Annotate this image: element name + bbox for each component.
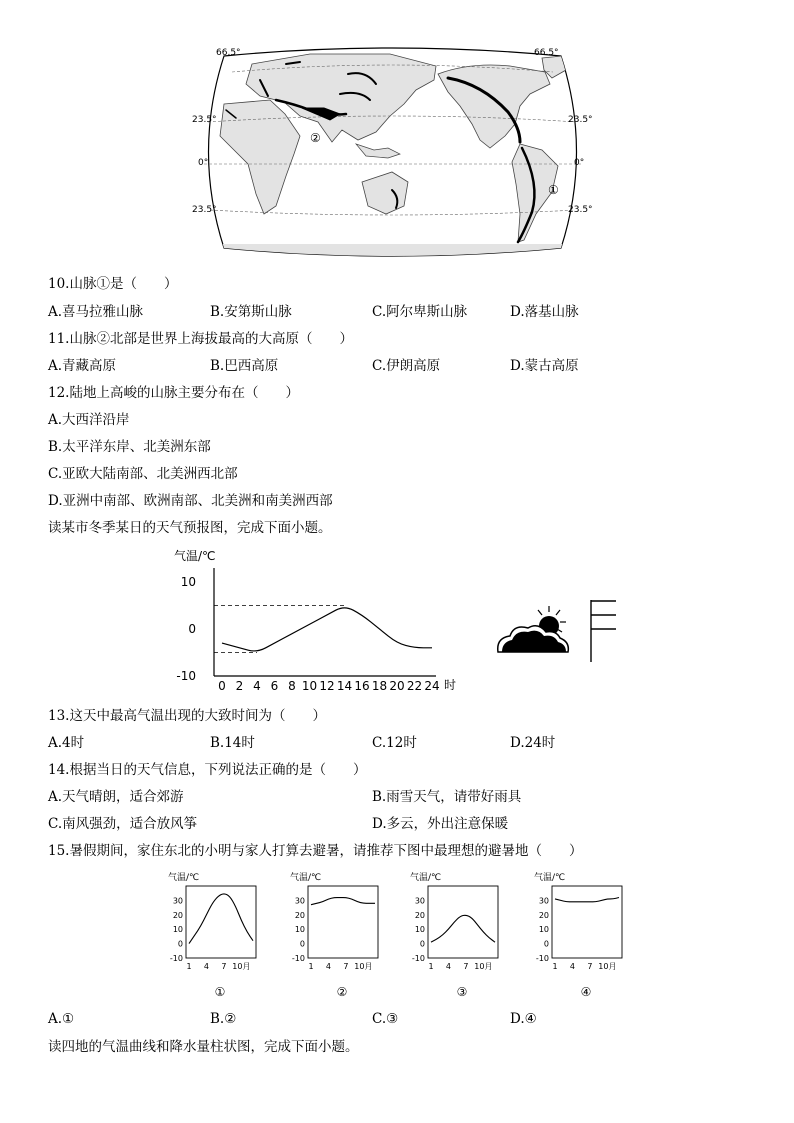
- wind-barb-icon: [586, 598, 622, 664]
- lat-left-3: 23.5°: [192, 205, 217, 215]
- climate-x-tick: 4: [569, 962, 576, 971]
- weather-x-tick-label: 2: [235, 679, 244, 693]
- climate-chart-ylabel: 气温/℃: [290, 873, 322, 883]
- climate-y-tick: 0: [299, 939, 305, 949]
- climate-temperature-line: [311, 898, 375, 905]
- weather-x-tick-label: 10: [301, 679, 318, 693]
- q14-stem: 14.根据当日的天气信息，下列说法正确的是（ ）: [48, 762, 367, 778]
- q12-stem: 12.陆地上高峻的山脉主要分布在（ ）: [48, 385, 299, 401]
- weather-x-tick-label: 22: [406, 679, 423, 693]
- climate-temperature-line: [189, 894, 253, 944]
- q12-option-d[interactable]: D.亚洲中南部、欧洲南部、北美洲和南美洲西部: [48, 493, 333, 509]
- q15-option-d[interactable]: D.④: [510, 1011, 537, 1027]
- q12-option-c[interactable]: C.亚欧大陆南部、北美洲西北部: [48, 466, 238, 482]
- climate-x-tick: 7: [343, 962, 349, 971]
- climate-temperature-line: [555, 898, 619, 902]
- weather-y-tick-label: 10: [180, 575, 196, 589]
- mountain-marker-2: ②: [310, 131, 321, 145]
- climate-y-tick: -10: [169, 954, 183, 963]
- climate-y-tick: 20: [172, 910, 183, 920]
- climate-y-tick: 30: [294, 896, 305, 906]
- q15-option-c[interactable]: C.③: [372, 1011, 399, 1027]
- climate-x-tick: 7: [587, 962, 593, 971]
- q10-option-a[interactable]: A.喜马拉雅山脉: [48, 304, 144, 320]
- climate-x-tick: 4: [325, 962, 332, 971]
- q11-option-d[interactable]: D.蒙古高原: [510, 358, 579, 374]
- climate-chart-caption: ④: [580, 985, 592, 999]
- climate-y-tick: 20: [538, 910, 549, 920]
- climate-y-tick: 0: [419, 939, 425, 949]
- climate-x-tick: 4: [445, 962, 452, 971]
- q14-option-b[interactable]: B.雨雪天气，请带好雨具: [372, 789, 522, 805]
- climate-y-tick: 10: [172, 925, 183, 935]
- climate-chart-frame: [186, 886, 256, 958]
- weather-temperature-line: [222, 608, 432, 651]
- climate-chart-frame: [428, 886, 498, 958]
- weather-y-ticks: [176, 575, 196, 683]
- lat-top-left: 66.5°: [216, 48, 241, 58]
- climate-chart-frame: [308, 886, 378, 958]
- climate-x-tick: 10月: [232, 962, 251, 971]
- weather-x-tick-label: 12: [319, 679, 335, 693]
- climate-chart-ylabel: 气温/℃: [410, 873, 442, 883]
- q11-option-b[interactable]: B.巴西高原: [210, 358, 279, 374]
- climate-x-tick: 7: [221, 962, 227, 971]
- weather-x-tick-label: 14: [336, 679, 353, 693]
- climate-x-tick: 10月: [598, 962, 617, 971]
- weather-y-tick-label: 0: [188, 622, 196, 636]
- lat-left-1: 23.5°: [192, 115, 217, 125]
- lat-right-1: 23.5°: [568, 115, 593, 125]
- q15-stem: 15.暑假期间，家住东北的小明与家人打算去避暑，请推荐下图中最理想的避暑地（ ）: [48, 843, 583, 859]
- weather-temperature-chart: [168, 544, 468, 694]
- partly-cloudy-icon: [494, 604, 574, 656]
- climate-y-tick: 30: [414, 896, 425, 906]
- q14-option-c[interactable]: C.南风强劲，适合放风筝: [48, 816, 198, 832]
- lat-top-right: 66.5°: [534, 48, 559, 58]
- climate-temperature-line: [431, 915, 495, 942]
- climate-y-tick: 20: [294, 910, 305, 920]
- weather-x-tick-label: 24: [424, 679, 440, 693]
- q13-option-a[interactable]: A.4时: [48, 735, 85, 751]
- q10-option-b[interactable]: B.安第斯山脉: [210, 304, 292, 320]
- q13-option-c[interactable]: C.12时: [372, 735, 417, 751]
- climate-chart-caption: ③: [456, 985, 468, 999]
- climate-y-tick: 30: [538, 896, 549, 906]
- climate-x-tick: 1: [428, 962, 434, 971]
- q15-option-a[interactable]: A.①: [48, 1011, 75, 1027]
- weather-x-tick-label: 8: [288, 679, 296, 693]
- climate-y-tick: 10: [414, 925, 425, 935]
- climate-x-tick: 1: [308, 962, 314, 971]
- q12-option-a[interactable]: A.大西洋沿岸: [48, 412, 130, 428]
- last-intro: 读四地的气温曲线和降水量柱状图，完成下面小题。: [48, 1039, 359, 1055]
- world-mountains-map: [190, 44, 595, 262]
- climate-x-tick: 10月: [354, 962, 373, 971]
- weather-x-tick-label: 6: [270, 679, 279, 693]
- lat-left-2: 0°: [198, 158, 209, 168]
- weather-x-ticks: [218, 679, 439, 693]
- q10-option-c[interactable]: C.阿尔卑斯山脉: [372, 304, 468, 320]
- climate-y-tick: 0: [543, 939, 549, 949]
- q13-option-d[interactable]: D.24时: [510, 735, 556, 751]
- q13-option-b[interactable]: B.14时: [210, 735, 255, 751]
- climate-chart-caption: ②: [336, 985, 348, 999]
- climate-chart-2: [290, 868, 400, 1000]
- weather-intro: 读某市冬季某日的天气预报图，完成下面小题。: [48, 520, 332, 536]
- q13-stem: 13.这天中最高气温出现的大致时间为（ ）: [48, 708, 326, 724]
- mountain-marker-1: ①: [548, 183, 559, 197]
- q12-option-b[interactable]: B.太平洋东岸、北美洲东部: [48, 439, 211, 455]
- climate-y-tick: -10: [411, 954, 425, 963]
- climate-y-tick: 10: [538, 925, 549, 935]
- climate-x-tick: 4: [203, 962, 210, 971]
- weather-x-tick-label: 18: [371, 679, 388, 693]
- climate-y-tick: -10: [535, 954, 549, 963]
- climate-x-tick: 1: [552, 962, 558, 971]
- lat-right-3: 23.5°: [568, 205, 593, 215]
- weather-y-tick-label: -10: [176, 669, 196, 683]
- climate-x-tick: 7: [463, 962, 469, 971]
- weather-x-tick-label: 20: [389, 679, 405, 693]
- q15-option-b[interactable]: B.②: [210, 1011, 237, 1027]
- q10-option-d[interactable]: D.落基山脉: [510, 304, 579, 320]
- weather-x-tick-label: 4: [253, 679, 261, 693]
- climate-x-tick: 10月: [474, 962, 493, 971]
- weather-x-unit: 时: [444, 678, 457, 692]
- weather-x-tick-label: 0: [218, 679, 226, 693]
- climate-chart-frame: [552, 886, 622, 958]
- weather-ylabel: 气温/℃: [174, 549, 216, 563]
- q11-stem: 11.山脉②北部是世界上海拔最高的大高原（ ）: [48, 331, 353, 347]
- climate-y-tick: 10: [294, 925, 305, 935]
- q14-option-a[interactable]: A.天气晴朗，适合郊游: [48, 789, 184, 805]
- climate-chart-1: [168, 868, 278, 1000]
- lat-right-2: 0°: [574, 158, 585, 168]
- q10-stem: 10.山脉①是（ ）: [48, 276, 178, 292]
- q11-option-c[interactable]: C.伊朗高原: [372, 358, 441, 374]
- climate-y-tick: -10: [291, 954, 305, 963]
- climate-x-tick: 1: [186, 962, 192, 971]
- climate-y-tick: 20: [414, 910, 425, 920]
- climate-chart-3: [410, 868, 520, 1000]
- q11-option-a[interactable]: A.青藏高原: [48, 358, 117, 374]
- climate-y-tick: 0: [177, 939, 183, 949]
- climate-chart-4: [534, 868, 644, 1000]
- climate-y-tick: 30: [172, 896, 183, 906]
- weather-reference-lines: [214, 606, 345, 653]
- climate-chart-ylabel: 气温/℃: [168, 873, 200, 883]
- q14-option-d[interactable]: D.多云，外出注意保暖: [372, 816, 509, 832]
- weather-x-tick-label: 16: [354, 679, 370, 693]
- climate-chart-ylabel: 气温/℃: [534, 873, 566, 883]
- climate-chart-caption: ①: [214, 985, 226, 999]
